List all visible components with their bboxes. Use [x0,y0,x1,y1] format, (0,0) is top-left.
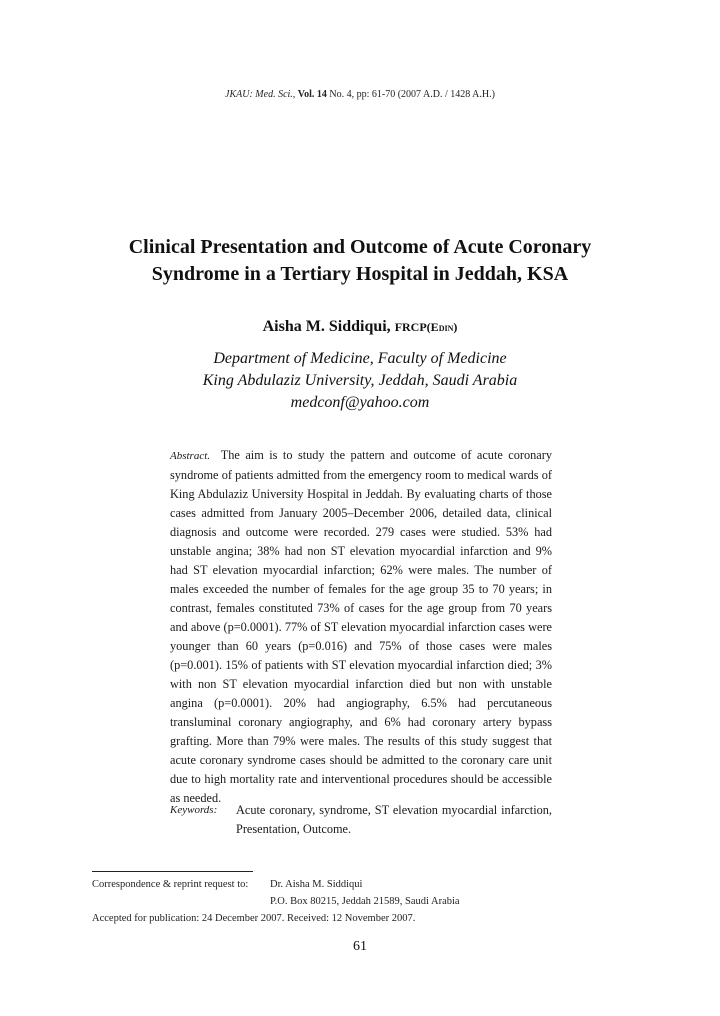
correspondence-row [92,879,363,890]
volume: Vol. 14 [297,89,327,100]
correspondence-address: P.O. Box 80215, Jeddah 21589, Saudi Arabia [270,896,460,907]
affiliation [0,348,720,414]
dates-row [92,913,415,924]
issue-pages: No. 4, pp: 61-70 (2007 A.D. / 1428 A.H.) [329,89,495,100]
article-title [80,234,640,288]
page-number: 61 [353,939,367,954]
author-email: medconf@yahoo.com [290,394,430,411]
abstract-text: The aim is to study the pattern and outcome of acute coronary syndrome of patients admitted from the emergency room to medical wards of King Abdulaziz University Hospital in Jeddah. By evaluating charts of those cases admitted from January 2005–December 2006, detailed data, clinical diagnosis and outcome were recorded. 279 cases were studied. 53% had unstable angina; 38% had non ST elevation myocardial infarction and 9% had ST elevation myocardial infarction; 62% were males. The number of males exceeded the number of females for the age group 35 to 70 years; in contrast, females constituted 73% of cases for the age group from 70 years and above (p=0.0001). 77% of ST elevation myocardial infarction cases were younger than 60 years (p=0.016) and 75% of those cases were males (p=0.001). 15% of patients with ST elevation myocardial infarction died; 3% with non ST elevation myocardial infarction died but non with unstable angina (p=0.0001). 20% had angiography, 6.5% had percutaneous transluminal coronary angiography, and 6% had coronary artery bypass grafting. More than 79% were males. The results of this study suggest that acute coronary syndrome cases should be admitted to the coronary care unit due to high mortality rate and interventional procedures should be accessible as needed. [170,448,552,805]
keywords-label: Keywords: [170,804,218,816]
affiliation-line-1: Department of Medicine, Faculty of Medicine [213,350,507,367]
running-header [0,89,720,100]
abstract [170,446,552,808]
abstract-label: Abstract. [170,450,211,462]
author-degree: FRCP(EDIN) [394,320,458,334]
correspondence-label: Correspondence & reprint request to: [92,879,249,890]
publication-dates: Accepted for publication: 24 December 2007. Received: 12 November 2007. [92,913,416,924]
title-line-2: Syndrome in a Tertiary Hospital in Jeddah, KSA [151,263,569,285]
author-line [0,318,720,336]
keywords [170,801,552,839]
affiliation-line-2: King Abdulaziz University, Jeddah, Saudi Arabia [202,372,518,389]
author-name: Aisha M. Siddiqui, [262,318,391,335]
journal-name: JKAU: Med. Sci., [225,89,296,100]
footnote-divider [92,871,253,872]
keywords-text: Acute coronary, syndrome, ST elevation myocardial infarction, Presentation, Outcome. [236,803,552,836]
title-line-1: Clinical Presentation and Outcome of Acute Coronary [128,236,592,258]
correspondence-name: Dr. Aisha M. Siddiqui [270,879,363,890]
